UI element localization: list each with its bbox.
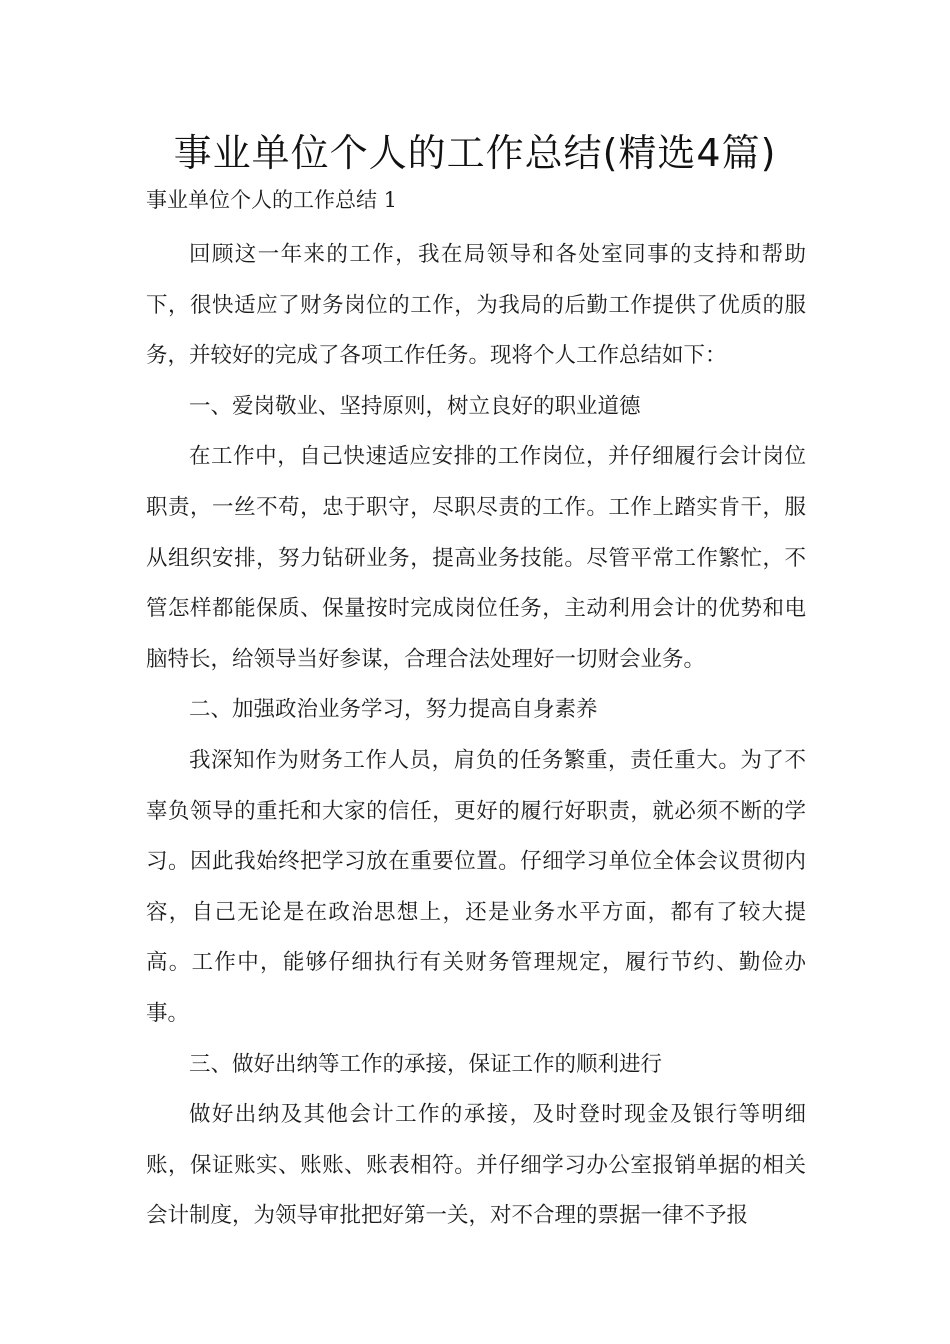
document-body bbox=[146, 230, 806, 1242]
section-heading-2: 二、加强政治业务学习，努力提高自身素养 bbox=[189, 697, 598, 723]
paragraph-intro: 回顾这一年来的工作，我在局领导和各处室同事的支持和帮助下，很快适应了财务岗位的工作，为我局的后勤工作提供了优质的服务，并较好的完成了各项工作任务。现将个人工作总结如下： bbox=[146, 242, 806, 369]
paragraph-section-2: 我深知作为财务工作人员，肩负的任务繁重，责任重大。为了不辜负领导的重托和大家的信任，更好的履行好职责，就必须不断的学习。因此我始终把学习放在重要位置。仔细学习单位全体会议贯彻内容，自己无论是在政治思想上，还是业务水平方面，都有了较大提高。工作中，能够仔细执行有关财务管理规定，履行节约、勤俭办事。 bbox=[146, 747, 806, 1026]
paragraph-section-1: 在工作中，自己快速适应安排的工作岗位，并仔细履行会计岗位职责，一丝不苟，忠于职守，尽职尽责的工作。工作上踏实肯干，服从组织安排，努力钻研业务，提高业务技能。尽管平常工作繁忙，不管怎样都能保质、保量按时完成岗位任务，主动利用会计的优势和电脑特长，给领导当好参谋，合理合法处理好一切财会业务。 bbox=[146, 444, 806, 672]
document-title: 事业单位个人的工作总结(精选4篇) bbox=[173, 131, 777, 175]
paragraph-section-3: 做好出纳及其他会计工作的承接，及时登时现金及银行等明细账，保证账实、账账、账表相符。并仔细学习办公室报销单据的相关会计制度，为领导审批把好第一关，对不合理的票据一律不予报 bbox=[146, 1102, 806, 1229]
section-subtitle: 事业单位个人的工作总结 1 bbox=[146, 188, 398, 212]
section-heading-1: 一、爱岗敬业、坚持原则，树立良好的职业道德 bbox=[189, 393, 641, 419]
section-heading-3: 三、做好出纳等工作的承接，保证工作的顺利进行 bbox=[189, 1051, 663, 1077]
